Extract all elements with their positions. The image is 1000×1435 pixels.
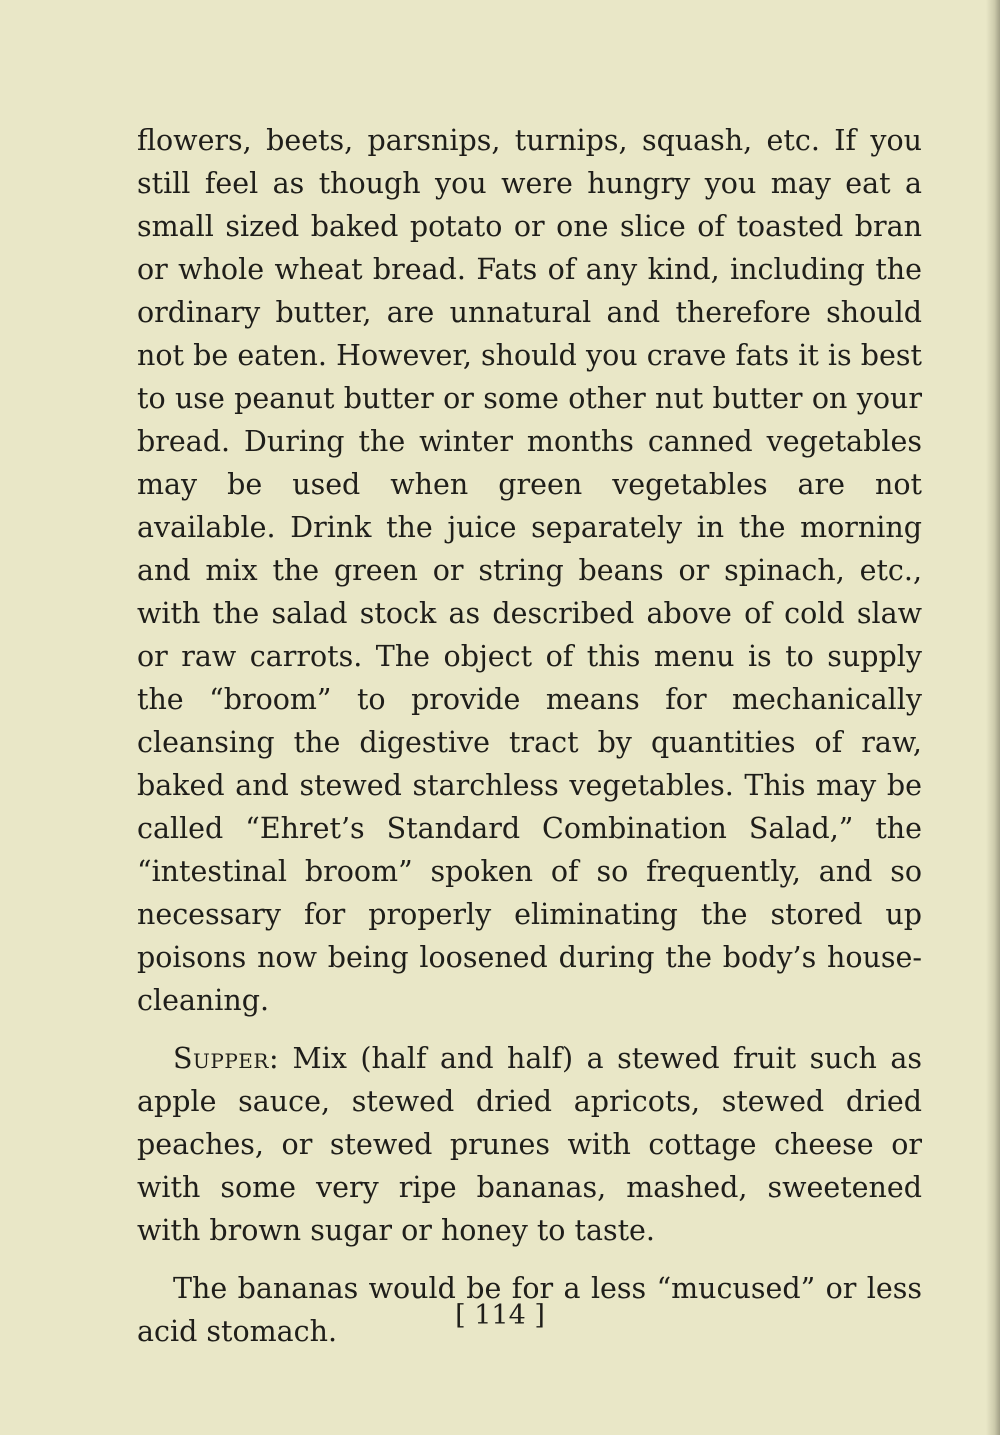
paragraph-supper bbox=[137, 1037, 922, 1252]
page-number: [ 114 ] bbox=[455, 1300, 545, 1331]
page-edge-shadow bbox=[986, 0, 1000, 1435]
body-text bbox=[137, 119, 922, 1353]
supper-label: Supper: bbox=[173, 1042, 280, 1075]
supper-text: Mix (half and half) a stewed fruit such as apple sauce, stewed dried apricots, stewed dried peaches, or stewed prunes with cottage cheese or with some very ripe bananas, mashed, sweetened with brown sugar or honey to taste. bbox=[137, 1042, 922, 1247]
paragraph-continuation: flowers, beets, parsnips, turnips, squash, etc. If you still feel as though you were hungry you may eat a small sized baked potato or one slice of toasted bran or whole wheat bread. Fats of any kind, including the ordinary butter, are unnatural and therefore should not be eaten. However, should you crave fats it is best to use peanut butter or some other nut butter on your bread. During the winter months canned vegetables may be used when green vegetables are not available. Drink the juice separately in the morning and mix the green or string beans or spinach, etc., with the salad stock as described above of cold slaw or raw carrots. The object of this menu is to supply the “broom” to provide means for mechanically cleansing the digestive tract by quantities of raw, baked and stewed starchless vegetables. This may be called “Ehret’s Standard Combination Salad,” the “intestinal broom” spoken of so frequently, and so necessary for properly eliminating the stored up poisons now being loosened during the body’s house-cleaning. bbox=[137, 124, 922, 1017]
paragraph-bananas: The bananas would be for a less “mucused” or less acid stomach. bbox=[137, 1272, 922, 1348]
